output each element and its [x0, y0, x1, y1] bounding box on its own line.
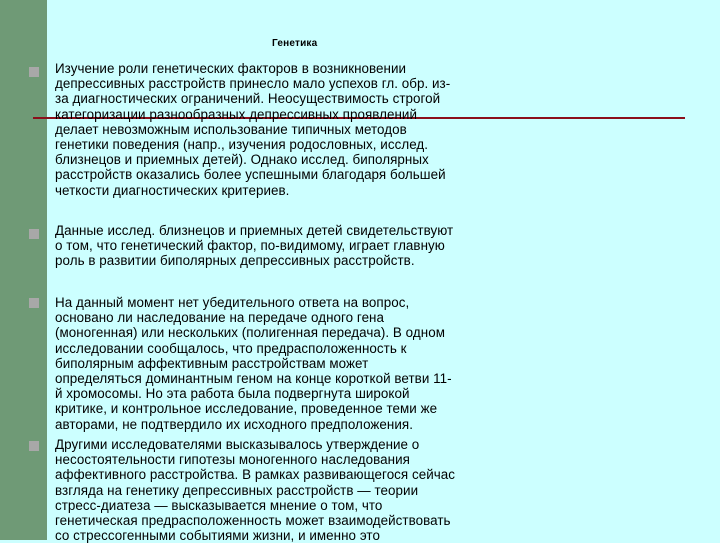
bullet-square-icon — [29, 298, 39, 308]
bullet-square-icon — [29, 229, 39, 239]
paragraph-1: Изучение роли генетических факторов в возникновении депрессивных расстройств принесло мало успехов гл. обр. из- за диагностических ограничений. Неосуществимость строгой категоризации разнообразных депрессивных проявлений делает невозможным использование типичных методов генетики поведения (напр., изучения родословных, исслед. близнецов и приемных детей). Однако исслед. биполярных расстройств оказались более успешными благодаря большей четкости диагностических критериев. — [55, 61, 451, 198]
slide-side-band — [0, 0, 47, 540]
paragraph-3: На данный момент нет убедительного ответа на вопрос, основано ли наследование на передаче одного гена (моногенная) или нескольких (полигенная передача). В одном исследовании сообщалось, что предрасположенность к биполярным аффективным расстройствам может определяться доминантным геном на конце короткой ветви 11- й хромосомы. Но эта работа была подвергнута широкой критике, и контрольное исследование, проведенное теми же авторами, не подтвердило их исходного предположения. — [55, 295, 452, 432]
paragraph-4: Другими исследователями высказывалось утверждение о несостоятельности гипотезы моногенного наследования аффективного расстройства. В рамках развивающегося сейчас взгляда на генетику депрессивных расстройств — теории стресс-диатеза — высказывается мнение о том, что генетическая предрасположенность может взаимодействовать со стрессогенными событиями жизни, и именно это — [55, 437, 456, 543]
paragraph-2: Данные исслед. близнецов и приемных детей свидетельствуют о том, что генетический фактор, по-видимому, играет главную роль в развитии биполярных депрессивных расстройств. — [55, 223, 454, 269]
slide-title: Генетика — [272, 38, 318, 49]
bullet-square-icon — [29, 441, 39, 451]
bullet-square-icon — [29, 67, 39, 77]
